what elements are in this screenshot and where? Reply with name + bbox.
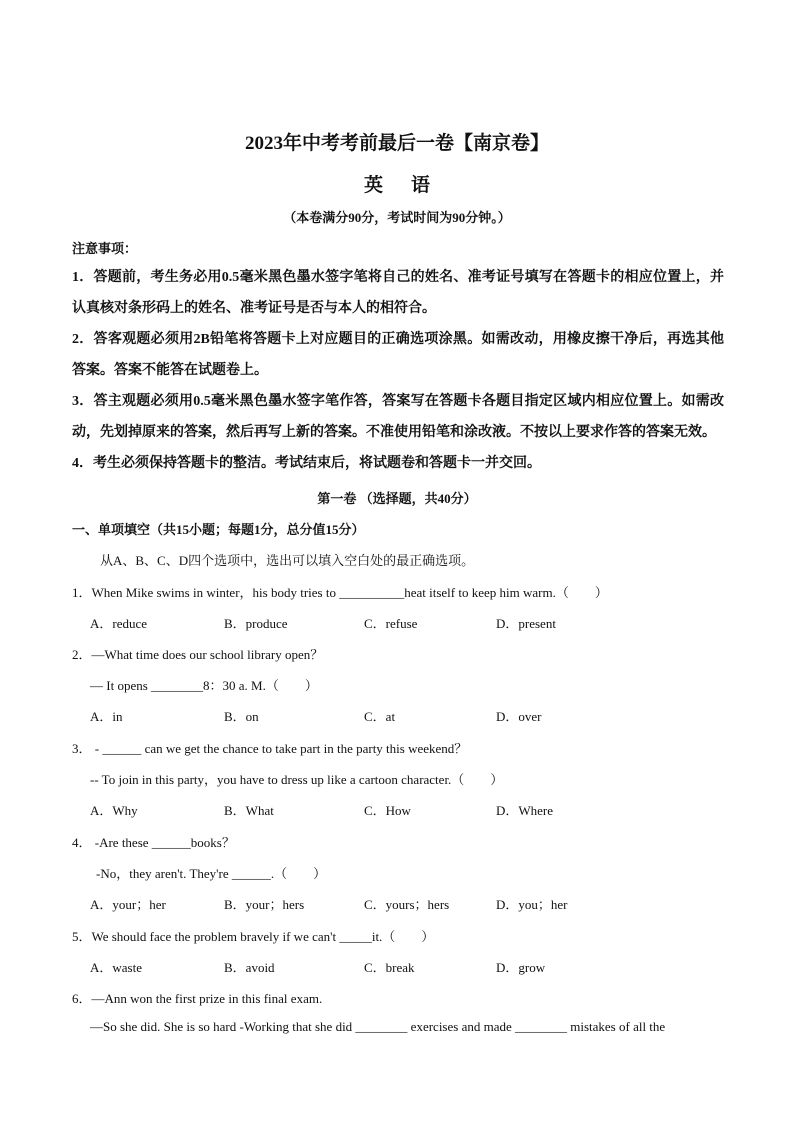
note-item-1: 1．答题前，考生务必用0.5毫米黑色墨水签字笔将自己的姓名、准考证号填写在答题卡的相应位置上，并认真核对条形码上的姓名、准考证号是否与本人的相符合。: [72, 270, 724, 316]
option-b[interactable]: B．your；hers: [224, 897, 305, 912]
option-c[interactable]: C．at: [364, 709, 396, 724]
part-one-heading: 第一卷 （选择题，共40分）: [317, 491, 477, 506]
option-c[interactable]: C．How: [364, 803, 411, 818]
option-d[interactable]: D．Where: [496, 803, 554, 818]
option-a[interactable]: A．Why: [90, 803, 138, 818]
option-d[interactable]: D．grow: [496, 960, 546, 975]
option-b[interactable]: B．produce: [224, 616, 288, 631]
option-a[interactable]: A．in: [90, 709, 123, 724]
option-a[interactable]: A．waste: [90, 960, 142, 975]
note-item-4: 4．考生必须保持答题卡的整洁。考试结束后，将试题卷和答题卡一并交回。: [72, 456, 541, 471]
option-d[interactable]: D．over: [496, 709, 542, 724]
question-6-stem: 6．—Ann won the first prize in this final exam.: [72, 991, 323, 1006]
option-a[interactable]: A．reduce: [90, 616, 148, 631]
note-item-3: 3．答主观题必须用0.5毫米黑色墨水签字笔作答，答案写在答题卡各题目指定区域内相应位置上。如需改动，先划掉原来的答案，然后再写上新的答案。不准使用铅笔和涂改液。不按以上要求作答的答案无效。: [72, 394, 724, 440]
question-1-stem: 1．When Mike swims in winter，his body tries to __________heat itself to keep him warm.（ ）: [72, 585, 608, 600]
question-3-reply: -- To join in this party，you have to dress up like a cartoon character.（ ）: [90, 772, 504, 787]
question-2-reply: — It opens ________8：30 a. M.（ ）: [90, 678, 318, 693]
question-4-stem: 4． -Are these ______books？: [72, 835, 235, 850]
question-6-reply: —So she did. She is so hard -Working that she did ________ exercises and made ________ mistakes of all the: [90, 1019, 666, 1034]
option-c[interactable]: C．yours；hers: [364, 897, 450, 912]
option-c[interactable]: C．refuse: [364, 616, 418, 631]
subject-heading: 英语: [363, 175, 458, 196]
question-3-stem: 3． - ______ can we get the chance to take part in the party this weekend？: [72, 741, 468, 756]
option-c[interactable]: C．break: [364, 960, 415, 975]
option-d[interactable]: D．present: [496, 616, 556, 631]
section-instruction: 从A、B、C、D四个选项中，选出可以填入空白处的最正确选项。: [100, 553, 475, 568]
option-b[interactable]: B．avoid: [224, 960, 275, 975]
notes-heading: 注意事项：: [72, 241, 138, 256]
page-title: 2023年中考考前最后一卷【南京卷】: [244, 133, 549, 154]
option-b[interactable]: B．What: [224, 803, 274, 818]
note-item-2: 2．答客观题必须用2B铅笔将答题卡上对应题目的正确选项涂黑。如需改动，用橡皮擦干净后，再选其他答案。答案不能答在试题卷上。: [72, 332, 724, 378]
question-4-reply: -No，they aren't. They're ______.（ ）: [96, 866, 327, 881]
exam-note: （本卷满分90分，考试时间为90分钟。）: [283, 210, 511, 225]
question-5-stem: 5．We should face the problem bravely if we can't _____it.（ ）: [72, 929, 435, 944]
section-heading: 一、单项填空（共15小题；每题1分，总分值15分）: [72, 522, 365, 537]
question-2-stem: 2．—What time does our school library open？: [72, 647, 324, 662]
option-d[interactable]: D．you；her: [496, 897, 568, 912]
option-b[interactable]: B．on: [224, 709, 259, 724]
option-a[interactable]: A．your；her: [90, 897, 166, 912]
